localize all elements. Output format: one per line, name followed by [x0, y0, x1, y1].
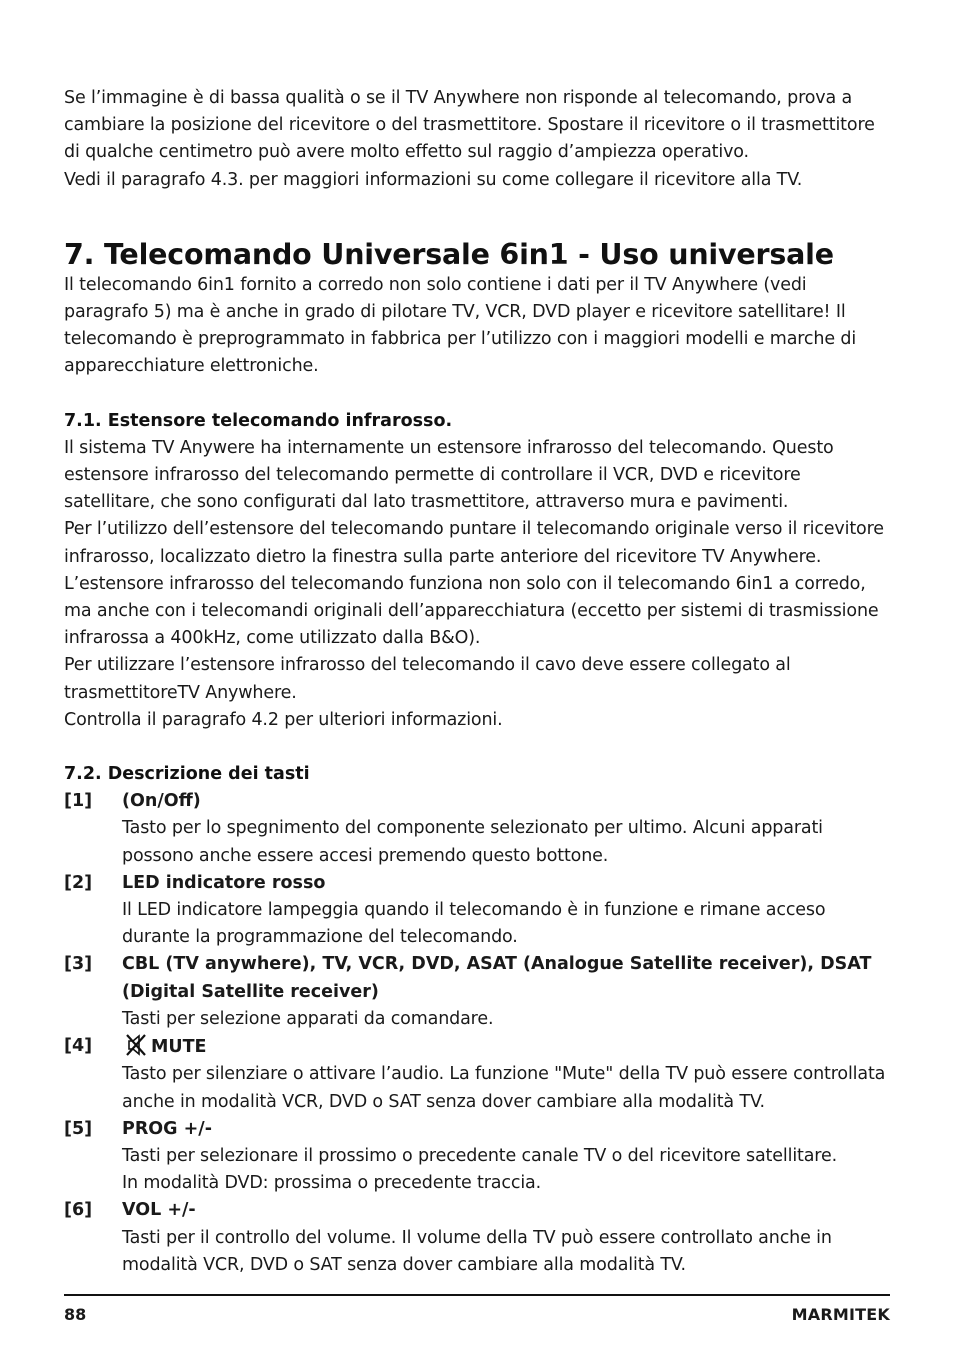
key-title: PROG +/- — [122, 1118, 212, 1139]
page-content — [64, 85, 890, 1279]
key-number: [3] — [64, 954, 93, 975]
intro-paragraph: Vedi il paragrafo 4.3. per maggiori informazioni su come collegare il ricevitore alla TV. — [64, 169, 803, 190]
footer-divider — [64, 1294, 890, 1296]
page-number: 88 — [64, 1305, 87, 1324]
mute-icon — [124, 1033, 148, 1057]
key-number: [2] — [64, 872, 93, 893]
key-title: MUTE — [151, 1037, 207, 1058]
key-title: VOL +/- — [122, 1200, 196, 1221]
key-item-1 — [64, 788, 890, 870]
key-item-5 — [64, 1116, 890, 1198]
section-7-1-paragraph: L’estensore infrarosso del telecomando funziona non solo con il telecomando 6in1 a corredo, ma anche con i telecomandi originali dell’apparecchiatura (eccetto per sistemi di trasmissione infrarossa a 400kHz, come utilizzato dalla B&O). — [64, 573, 879, 649]
section-7-heading: 7. Telecomando Universale 6in1 - Uso universale — [64, 237, 834, 271]
section-7-text: Il telecomando 6in1 fornito a corredo non solo contiene i dati per il TV Anywhere (vedi paragrafo 5) ma è anche in grado di pilotare TV, VCR, DVD player e ricevitore satellitare! Il telecomando è preprogrammato in fabbrica per l’utilizzo con i maggiori modelli e marche di apparecchiature elettroniche. — [64, 274, 857, 377]
intro-paragraph: Se l’immagine è di bassa qualità o se il TV Anywhere non risponde al telecomando, prova a cambiare la posizione del ricevitore o del trasmettitore. Spostare il ricevitore o il trasmettitore di qualche centimetro può avere molto effetto sul raggio d’ampiezza operativo. — [64, 88, 875, 163]
key-description: Tasto per lo spegnimento del componente selezionato per ultimo. Alcuni apparati possono anche essere accesi premendo questo bottone. — [122, 818, 823, 866]
key-number: [5] — [64, 1118, 93, 1139]
key-title: CBL (TV anywhere), TV, VCR, DVD, ASAT (Analogue Satellite receiver), DSAT (Digital Satellite receiver) — [122, 954, 872, 1002]
section-7-2-heading: 7.2. Descrizione dei tasti — [64, 764, 310, 785]
section-7-2 — [64, 761, 890, 1279]
section-7-1-paragraph: Per l’utilizzo dell’estensore del telecomando puntare il telecomando originale verso il ricevitore infrarosso, localizzato dietro la finestra sulla parte anteriore del ricevitore TV Anywhere. — [64, 519, 884, 567]
key-item-3 — [64, 951, 890, 1033]
section-7-1-paragraph: Per utilizzare l’estensore infrarosso del telecomando il cavo deve essere collegato al trasmettitoreTV Anywhere. — [64, 655, 791, 703]
key-description: Tasti per il controllo del volume. Il volume della TV può essere controllato anche in modalità VCR, DVD o SAT senza dover cambiare alla modalità TV. — [122, 1227, 832, 1275]
key-item-4 — [64, 1033, 890, 1116]
key-number: [6] — [64, 1200, 93, 1221]
key-item-6 — [64, 1197, 890, 1279]
key-description: Il LED indicatore lampeggia quando il telecomando è in funzione e rimane acceso durante la programmazione del telecomando. — [122, 900, 826, 948]
section-7-1 — [64, 408, 890, 734]
intro-text — [64, 85, 890, 194]
key-description: In modalità DVD: prossima o precedente traccia. — [122, 1173, 542, 1194]
key-title: LED indicatore rosso — [122, 872, 326, 893]
key-description: Tasti per selezionare il prossimo o precedente canale TV o del ricevitore satellitare. — [122, 1145, 837, 1166]
section-7-1-paragraph: Il sistema TV Anywere ha internamente un estensore infrarosso del telecomando. Questo estensore infrarosso del telecomando permette di controllare il VCR, DVD e ricevitore satellitare, che sono configurati dal lato trasmettitore, attraverso mura e pavimenti. — [64, 437, 834, 513]
section-7-1-paragraph: Controlla il paragrafo 4.2 per ulteriori informazioni. — [64, 709, 503, 730]
key-number: [1] — [64, 791, 93, 812]
key-title: (On/Off) — [122, 791, 201, 812]
key-description: Tasto per silenziare o attivare l’audio. La funzione "Mute" della TV può essere controllata anche in modalità VCR, DVD o SAT senza dover cambiare alla modalità TV. — [122, 1064, 886, 1112]
brand-name: MARMITEK — [791, 1305, 890, 1324]
key-number: [4] — [64, 1036, 93, 1057]
key-item-2 — [64, 870, 890, 952]
section-7-1-heading: 7.1. Estensore telecomando infrarosso. — [64, 410, 453, 431]
key-description: Tasti per selezione apparati da comandare. — [122, 1008, 494, 1029]
